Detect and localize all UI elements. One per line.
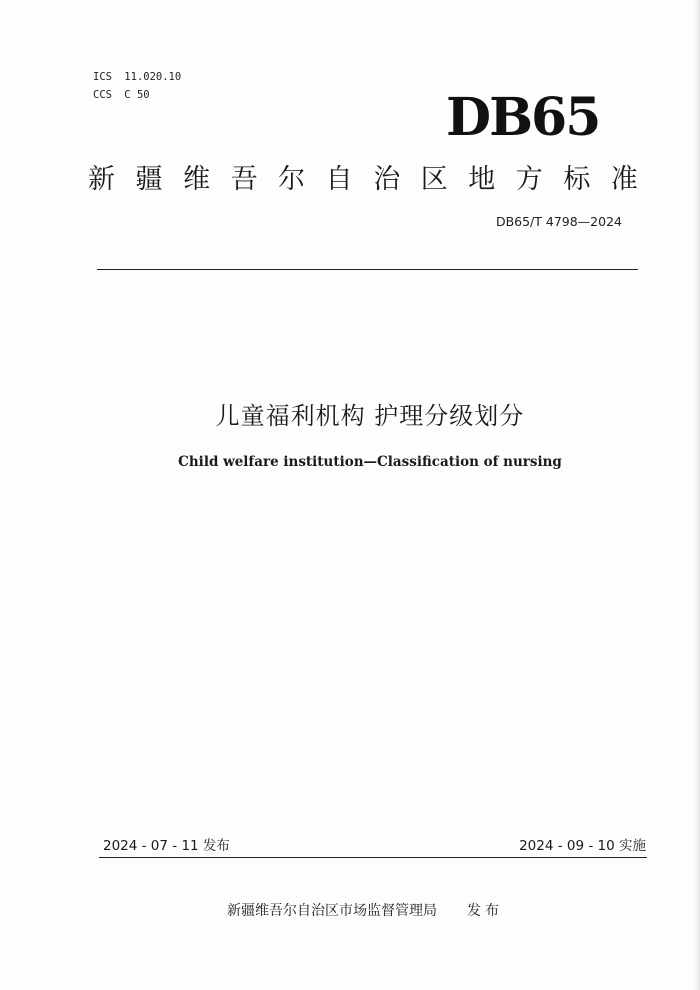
issuer-line [0,900,700,920]
document-title-english: Child welfare institution—Classification of nursing [178,454,562,470]
scan-edge-shadow [694,0,700,990]
standard-type-char: 区 [420,164,448,195]
bottom-divider [99,857,647,858]
standard-number: DB65/T 4798—2024 [495,214,622,229]
date-row [103,834,646,854]
issue-date: 2024 - 07 - 11 发布 [103,838,230,854]
effective-date: 2024 - 09 - 10 实施 [519,838,646,854]
ccs-value: C 50 [124,89,150,101]
standard-type-char: 吾 [230,164,258,195]
standard-type-heading [88,160,638,200]
db65-logo-text: DB65 [446,87,600,148]
ics-label: ICS [93,71,112,83]
standard-type-char: 准 [610,164,638,195]
ics-code-row [93,68,187,86]
standard-type-char: 治 [373,164,401,195]
standard-type-char: 标 [563,164,591,195]
standard-type-char: 方 [515,164,543,195]
standard-type-char: 自 [325,164,353,195]
ics-value: 11.020.10 [124,71,182,83]
standard-type-char: 维 [183,164,211,195]
issuer-name: 新疆维吾尔自治区市场监督管理局 [227,903,437,919]
standard-type-char: 尔 [278,164,306,195]
document-title-chinese: 儿童福利机构 护理分级划分 [215,402,525,430]
issuer-action: 发布 [467,903,503,919]
standard-type-char: 地 [468,164,496,195]
db65-logo [446,87,600,148]
ccs-code-row [93,86,187,104]
standard-type-char: 新 [88,164,115,195]
classification-codes [93,68,187,104]
top-divider [97,269,638,270]
ccs-label: CCS [93,89,112,101]
standard-type-char: 疆 [135,164,163,195]
